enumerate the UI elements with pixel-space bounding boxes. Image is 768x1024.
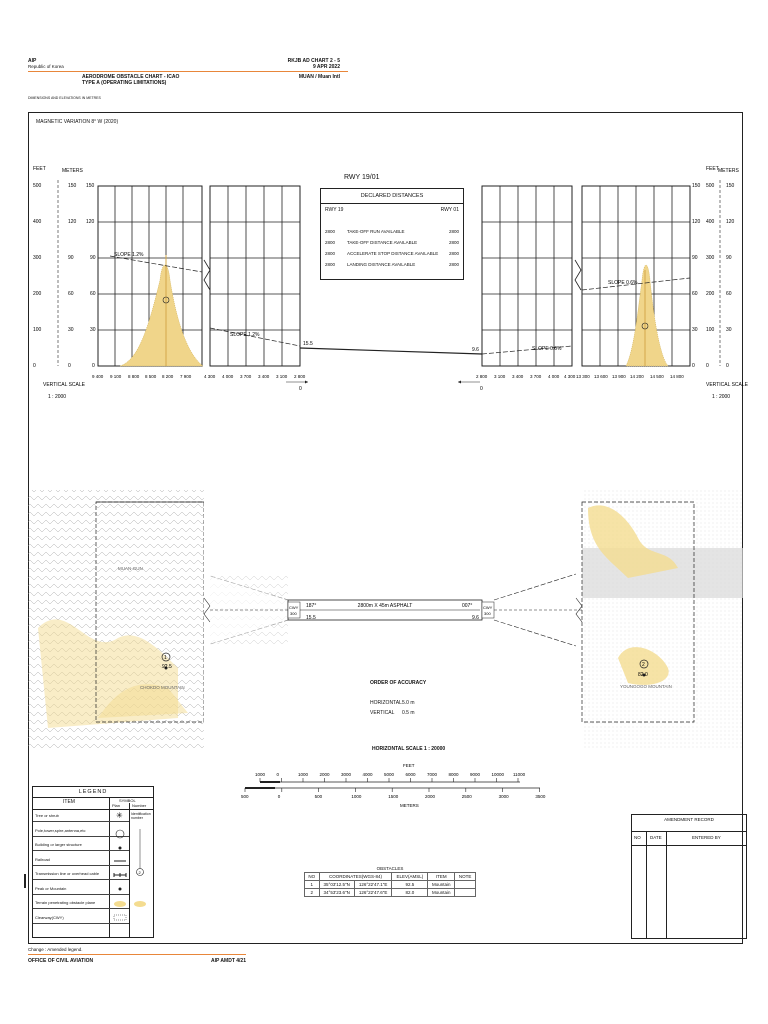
svg-text:150: 150	[68, 183, 77, 189]
declared-row-left: 2800	[325, 251, 336, 256]
legend-item: Tree or shrub	[35, 813, 59, 818]
transmission-line-icon	[114, 873, 126, 877]
svg-text:3 700: 3 700	[530, 374, 542, 379]
scale-feet-tick: 0	[276, 772, 280, 777]
legend-item: Building or larger structure	[35, 842, 82, 847]
office-label: OFFICE OF CIVIL AVIATION	[28, 958, 94, 964]
amendment-col-date: DATE	[650, 835, 662, 840]
scale-bar	[240, 760, 546, 810]
change-note: Change : Amended legend.	[28, 947, 83, 952]
scale-meter-tick: 3500	[535, 794, 546, 799]
svg-text:120: 120	[692, 219, 701, 225]
svg-text:4 300: 4 300	[204, 374, 216, 379]
horizontal-scale-title: HORIZONTAL SCALE 1 : 20000	[372, 746, 446, 752]
left-zero-label: 0	[299, 386, 302, 392]
scale-feet-tick: 11000	[513, 772, 526, 777]
obstacles-col-header: ITEM	[428, 873, 455, 881]
svg-text:30: 30	[692, 327, 698, 333]
svg-text:2: 2	[138, 870, 141, 875]
units-note: DIMENSIONS AND ELEVATIONS IN METRES	[28, 96, 101, 100]
tree-icon: ✳	[116, 811, 123, 820]
feet-label-right: FEET	[706, 166, 719, 172]
svg-text:14 200: 14 200	[630, 374, 644, 379]
slope-right-inner-label: SLOPE 0.6%	[532, 346, 562, 352]
declared-left-head: RWY 19	[325, 207, 344, 213]
svg-text:120: 120	[68, 219, 77, 225]
declared-row-right: 2800	[448, 251, 459, 256]
svg-text:100: 100	[706, 327, 715, 333]
table-cell: Mountain	[428, 881, 455, 889]
svg-text:9 400: 9 400	[92, 374, 104, 379]
meters-label-left: METERS	[62, 168, 83, 174]
scale-feet-tick: 10000	[491, 772, 505, 777]
vertical-scale-value-left: 1 : 2000	[48, 394, 67, 400]
runway-title: RWY 19/01	[344, 174, 380, 181]
svg-text:30: 30	[90, 327, 96, 333]
right-feet-ticks	[706, 183, 715, 369]
obstacles-table	[304, 872, 476, 897]
runway-profile-line	[300, 348, 482, 354]
svg-text:60: 60	[692, 291, 698, 297]
mid-left-x-ticks	[204, 374, 306, 379]
table-cell: 2	[305, 889, 320, 897]
svg-text:200: 200	[706, 291, 715, 297]
amendment-title: AMENDMENT RECORD	[664, 817, 714, 822]
peak-icon	[119, 888, 122, 891]
chart-id: RKJB AD CHART 2 - 5	[287, 58, 340, 64]
declared-distances-title: DECLARED DISTANCES	[321, 189, 463, 204]
break-strip-left	[204, 490, 210, 748]
svg-text:3 400: 3 400	[258, 374, 270, 379]
header-rule	[28, 71, 348, 72]
left-feet-ticks	[33, 183, 42, 369]
right-zero-label: 0	[480, 386, 483, 392]
legend-item: Terrain penetrating obstacle plane	[35, 900, 96, 905]
obstacle-2-elev: 82.0	[638, 672, 648, 678]
vertical-scale-label-right: VERTICAL SCALE	[706, 382, 748, 388]
scale-feet-tick: 1000	[255, 772, 266, 777]
table-cell: 126°22'47.1"E	[354, 881, 392, 889]
meters-label-right: METERS	[718, 168, 739, 174]
svg-text:13 600: 13 600	[594, 374, 608, 379]
svg-text:400: 400	[706, 219, 715, 225]
legend-item: Peak or Mountain	[35, 885, 67, 891]
svg-text:4 000: 4 000	[222, 374, 234, 379]
svg-text:8 800: 8 800	[128, 374, 140, 379]
thr-right: 9.6	[472, 615, 479, 621]
break-strip-right	[576, 490, 582, 748]
legend-item-head: ITEM	[63, 799, 75, 805]
building-icon	[119, 847, 122, 850]
declared-row-label: TAKE-OFF RUN AVAILABLE	[347, 229, 405, 234]
bearing-left: 187°	[306, 603, 317, 609]
terrain-penetrating-icon	[114, 901, 126, 907]
legend	[32, 786, 154, 938]
svg-text:2 800: 2 800	[476, 374, 488, 379]
svg-text:0: 0	[92, 363, 95, 369]
table-cell: 92.5	[392, 881, 428, 889]
svg-text:100: 100	[33, 327, 42, 333]
legend-item: Pole,tower,spire,antenna,etc	[35, 827, 86, 833]
declared-distances-box	[320, 188, 464, 280]
scale-feet-tick: 2000	[319, 772, 330, 777]
aip-label: AIP	[28, 58, 37, 64]
table-cell: 34°53'23.6"N	[319, 889, 354, 897]
declared-row-label: LANDING DISTANCE AVAILABLE	[347, 262, 416, 267]
magnetic-variation: MAGNETIC VARIATION 8° W (2020)	[36, 119, 119, 125]
left-meter-ticks	[68, 183, 77, 369]
area-name: MUAN-GUN	[118, 566, 143, 571]
svg-text:150: 150	[86, 183, 95, 189]
svg-text:120: 120	[86, 219, 95, 225]
state-label: Republic of Korea	[28, 64, 64, 69]
scale-feet-ticks	[255, 772, 526, 782]
declared-row-left: 2800	[325, 229, 336, 234]
airport-name: MUAN / Muan Intl	[298, 74, 340, 80]
svg-text:150: 150	[726, 183, 735, 189]
scale-feet-tick: 6000	[405, 772, 416, 777]
scale-meter-tick: 0	[277, 794, 281, 799]
margin-mark	[24, 874, 26, 888]
obstacles-col-header: NO	[305, 873, 320, 881]
declared-row-right: 2800	[448, 262, 459, 267]
svg-text:7 900: 7 900	[180, 374, 192, 379]
scale-meter-tick: 2500	[461, 794, 472, 799]
obstacles-table-wrap	[304, 866, 476, 897]
pole-icon	[116, 830, 124, 838]
cwy-right-len: 300	[484, 611, 491, 616]
scale-meter-tick: 500	[241, 794, 249, 799]
svg-text:200: 200	[33, 291, 42, 297]
table-cell: Mountain	[428, 889, 455, 897]
declared-right-head: RWY 01	[440, 207, 459, 213]
svg-text:500: 500	[706, 183, 715, 189]
accuracy-horizontal-label: HORIZONTAL	[370, 700, 402, 706]
svg-text:2 800: 2 800	[294, 374, 306, 379]
cwy-left: CWY	[289, 605, 299, 610]
legend-symbols	[110, 809, 152, 937]
scale-meter-tick: 1000	[351, 794, 362, 799]
scale-feet-label: FEET	[403, 763, 415, 768]
legend-identification-note: Identification number	[131, 812, 151, 820]
declared-row-right: 2800	[448, 229, 459, 234]
svg-text:14 500: 14 500	[650, 374, 664, 379]
declared-row-left: 2800	[325, 262, 336, 267]
svg-text:30: 30	[726, 327, 732, 333]
svg-text:90: 90	[68, 255, 74, 261]
table-cell: 126°22'47.6"E	[354, 889, 392, 897]
svg-text:400: 400	[33, 219, 42, 225]
slope-right-outer-label: SLOPE 0.6%	[608, 280, 638, 286]
obstacle-1-name: CHOKDO MOUNTAIN	[140, 685, 185, 690]
svg-text:0: 0	[68, 363, 71, 369]
footer-rule	[28, 954, 246, 955]
scale-feet-tick: 5000	[384, 772, 395, 777]
svg-text:30: 30	[68, 327, 74, 333]
svg-text:0: 0	[692, 363, 695, 369]
bearing-right: 007°	[462, 603, 473, 609]
accuracy-vertical-label: VERTICAL	[370, 710, 395, 716]
break-mark-right	[575, 260, 581, 290]
svg-text:0: 0	[33, 363, 36, 369]
table-cell: 1	[305, 881, 320, 889]
scale-feet-tick: 3000	[341, 772, 352, 777]
svg-text:3 400: 3 400	[512, 374, 524, 379]
table-cell	[455, 889, 476, 897]
svg-text:3 100: 3 100	[276, 374, 288, 379]
legend-item: Transmission line or overhead cable	[35, 871, 100, 876]
accuracy-vertical-value: 0.5 m	[402, 710, 415, 716]
scale-feet-tick: 8000	[448, 772, 459, 777]
cwy-right: CWY	[483, 605, 493, 610]
scale-meter-tick: 1500	[388, 794, 399, 799]
table-cell: 35°03'12.5"N	[319, 881, 354, 889]
amendment-col-no: NO	[634, 835, 641, 840]
legend-number-head: Number	[132, 803, 147, 808]
slope-left-outer-label: SLOPE 1.2%	[114, 252, 144, 258]
scale-feet-tick: 4000	[362, 772, 373, 777]
table-cell: 82.0	[392, 889, 428, 897]
vertical-scale-value-right: 1 : 2000	[712, 394, 731, 400]
svg-text:0: 0	[706, 363, 709, 369]
declared-row-label: TAKE-OFF DISTANCE AVAILABLE	[347, 240, 418, 245]
mid-right-x-ticks	[476, 374, 576, 379]
obstacle-1-number: 1	[164, 655, 167, 661]
svg-text:4 000: 4 000	[548, 374, 560, 379]
svg-text:90: 90	[726, 255, 732, 261]
svg-text:120: 120	[726, 219, 735, 225]
profile-mid-right-grid	[482, 186, 572, 366]
svg-text:0: 0	[726, 363, 729, 369]
obstacles-col-header: COORDINATES(WGS-84)	[319, 873, 392, 881]
amdt-label: AIP AMDT 4/21	[210, 958, 246, 964]
svg-text:8 500: 8 500	[145, 374, 157, 379]
break-mark-left	[204, 260, 210, 290]
amendment-record	[631, 814, 747, 939]
feet-label-left: FEET	[33, 166, 46, 172]
svg-text:13 900: 13 900	[612, 374, 626, 379]
svg-text:9 100: 9 100	[110, 374, 122, 379]
scale-meters-label: METERS	[400, 803, 419, 808]
table-row	[305, 881, 476, 889]
scale-meter-tick: 3000	[498, 794, 509, 799]
svg-text:150: 150	[692, 183, 701, 189]
elev-left-label: 15.5	[303, 341, 313, 347]
obstacle-1-elev: 92.5	[162, 664, 172, 670]
terrain-profile-left	[120, 265, 203, 366]
scale-feet-tick: 9000	[470, 772, 481, 777]
svg-text:60: 60	[726, 291, 732, 297]
obstacle-2-name: YOUNGOGO MOUNTAIN	[620, 684, 672, 689]
svg-text:4 300: 4 300	[564, 374, 576, 379]
scale-feet-tick: 1000	[298, 772, 309, 777]
legend-title: LEGEND	[78, 789, 108, 795]
obstacles-col-header: NOTE	[455, 873, 476, 881]
elev-right-label: 9.6	[472, 347, 479, 353]
declared-row-label: ACCELERATE STOP DISTANCE AVAILABLE	[347, 251, 439, 256]
scale-feet-tick: 7000	[427, 772, 438, 777]
svg-text:13 300: 13 300	[576, 374, 590, 379]
accuracy-horizontal-value: 5.0 m	[402, 700, 415, 706]
cwy-left-len: 300	[290, 611, 297, 616]
thr-left: 15.5	[306, 615, 316, 621]
svg-text:3 700: 3 700	[240, 374, 252, 379]
table-cell	[455, 881, 476, 889]
left-x-ticks	[92, 374, 192, 379]
legend-item: Railroad	[35, 856, 50, 862]
scale-meter-tick: 2000	[425, 794, 436, 799]
svg-text:500: 500	[33, 183, 42, 189]
legend-symbol-head: SYMBOL	[119, 798, 136, 803]
svg-text:90: 90	[90, 255, 96, 261]
chart-date: 9 APR 2022	[312, 64, 340, 70]
vertical-scale-label-left: VERTICAL SCALE	[43, 382, 85, 388]
legend-item: Clearway(CWY)	[35, 914, 64, 920]
amendment-col-entered: ENTERED BY	[692, 835, 721, 840]
legend-plan-head: Plan	[112, 803, 121, 808]
declared-row-right: 2800	[448, 240, 459, 245]
profile-mid-left-grid	[210, 186, 300, 366]
obstacles-col-header: ELEV(AMSL)	[392, 873, 428, 881]
svg-text:60: 60	[68, 291, 74, 297]
svg-text:14 800: 14 800	[670, 374, 684, 379]
right-inner-meter-ticks	[692, 183, 701, 369]
accuracy-title: ORDER OF ACCURACY	[370, 680, 427, 686]
svg-text:8 200: 8 200	[162, 374, 174, 379]
svg-text:300: 300	[33, 255, 42, 261]
table-row	[305, 889, 476, 897]
scale-meter-ticks	[241, 788, 546, 799]
chart-title: AERODROME OBSTACLE CHART - ICAO	[82, 74, 180, 80]
left-inner-meter-ticks	[86, 183, 96, 369]
runway-label: 2800m X 45m ASPHALT	[357, 603, 413, 609]
chart-subtitle: TYPE A (OPERATING LIMITATIONS)	[82, 80, 167, 86]
scale-meter-tick: 500	[314, 794, 323, 799]
declared-row-left: 2800	[325, 240, 336, 245]
svg-text:60: 60	[90, 291, 96, 297]
svg-text:90: 90	[692, 255, 698, 261]
obstacles-table-title: OBSTACLES	[376, 866, 404, 871]
right-meter-ticks	[726, 183, 735, 369]
svg-text:3 100: 3 100	[494, 374, 506, 379]
clearway-icon	[114, 915, 126, 920]
slope-left-inner-label: SLOPE 1.2%	[230, 332, 260, 338]
obstacle-2-number: 2	[642, 662, 645, 668]
svg-text:300: 300	[706, 255, 715, 261]
plan-view	[28, 478, 743, 748]
right-x-ticks	[576, 374, 684, 379]
